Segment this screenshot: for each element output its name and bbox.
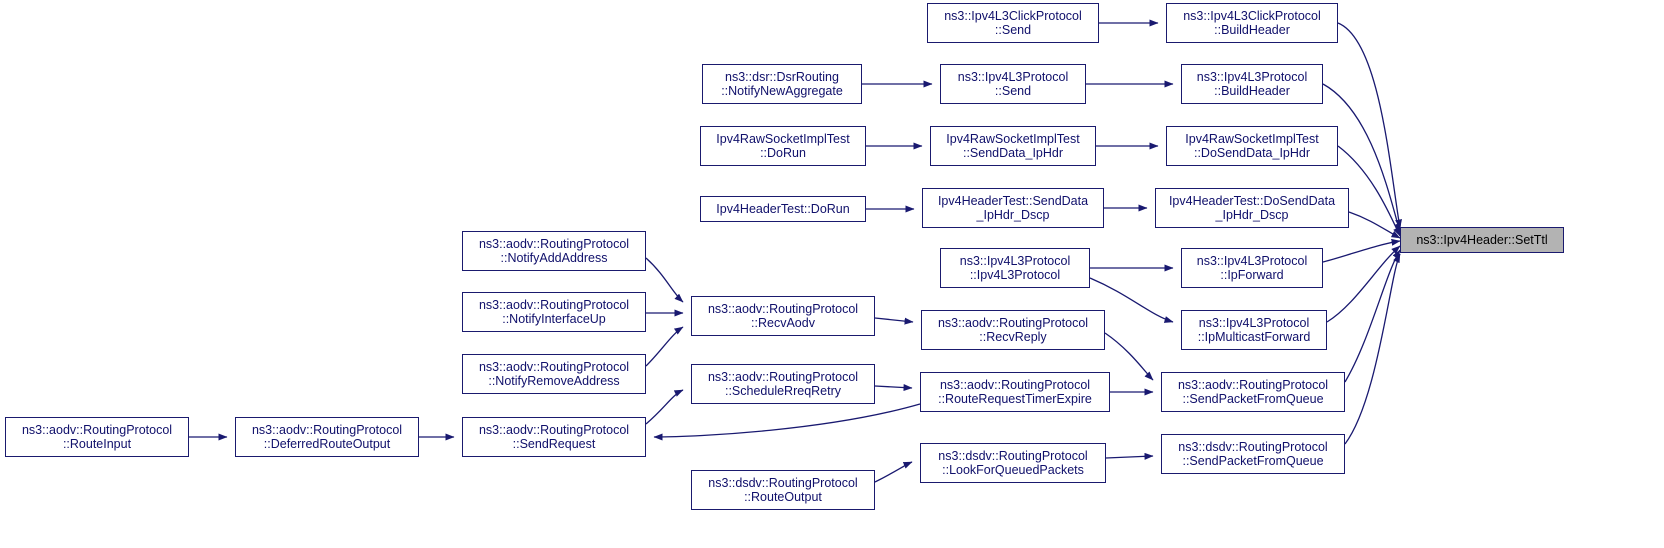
- node-label-line2: ::NotifyNewAggregate: [721, 84, 843, 98]
- node-label-line2: ::DoSendData_IpHdr: [1193, 146, 1311, 160]
- graph-edge: [875, 386, 912, 388]
- node-label-line1: ns3::Ipv4L3Protocol: [1196, 69, 1308, 84]
- node-label-line2: ::Ipv4L3Protocol: [969, 268, 1061, 282]
- graph-edge: [1327, 246, 1400, 322]
- node-label-line2: ::IpMulticastForward: [1197, 330, 1311, 344]
- graph-node[interactable]: [691, 364, 875, 404]
- node-label-line1: ns3::aodv::RoutingProtocol: [478, 359, 630, 374]
- node-label-line2: ::BuildHeader: [1214, 84, 1290, 98]
- node-label-line1: ns3::Ipv4L3ClickProtocol: [944, 8, 1082, 23]
- node-label-line1: Ipv4RawSocketImplTest: [716, 131, 850, 146]
- graph-node[interactable]: [1161, 372, 1345, 412]
- node-label-line2: ::Send: [994, 84, 1032, 98]
- graph-node[interactable]: [702, 64, 862, 104]
- node-label-line1: ns3::Ipv4L3ClickProtocol: [1183, 8, 1321, 23]
- graph-node[interactable]: [700, 126, 866, 166]
- node-label-line2: ::RouteRequestTimerExpire: [938, 392, 1092, 406]
- graph-node[interactable]: [920, 372, 1110, 412]
- graph-node[interactable]: [5, 417, 189, 457]
- node-label-line1: ns3::aodv::RoutingProtocol: [251, 422, 403, 437]
- node-label-line2: ::DoRun: [760, 146, 806, 160]
- graph-node[interactable]: [940, 64, 1086, 104]
- node-label-line1: Ipv4HeaderTest::DoRun: [716, 201, 850, 216]
- graph-node[interactable]: [920, 443, 1106, 483]
- node-label-line1: ns3::dsdv::RoutingProtocol: [708, 475, 858, 490]
- graph-node[interactable]: [462, 292, 646, 332]
- node-label-line1: ns3::aodv::RoutingProtocol: [478, 422, 630, 437]
- graph-edge: [646, 258, 683, 302]
- node-label-line1: ns3::aodv::RoutingProtocol: [1177, 377, 1329, 392]
- node-label-line1: ns3::aodv::RoutingProtocol: [937, 315, 1089, 330]
- graph-node[interactable]: [927, 3, 1099, 43]
- node-label-line1: ns3::dsr::DsrRouting: [725, 69, 839, 84]
- node-label-line2: ::BuildHeader: [1214, 23, 1290, 37]
- node-label-line2: ::SendPacketFromQueue: [1182, 454, 1324, 468]
- graph-node[interactable]: [1400, 227, 1564, 253]
- graph-node[interactable]: [691, 470, 875, 510]
- node-label-line2: ::SendRequest: [512, 437, 596, 451]
- node-label-line2: ::NotifyInterfaceUp: [502, 312, 606, 326]
- node-label-line1: Ipv4RawSocketImplTest: [946, 131, 1080, 146]
- node-label-line2: ::Send: [994, 23, 1032, 37]
- graph-edge: [654, 404, 920, 437]
- node-label-line2: ::IpForward: [1220, 268, 1284, 282]
- node-label-line2: ::RouteOutput: [744, 490, 822, 504]
- graph-edge: [646, 327, 683, 366]
- graph-node[interactable]: [921, 310, 1105, 350]
- node-label-line1: ns3::aodv::RoutingProtocol: [707, 369, 859, 384]
- node-label-line1: ns3::dsdv::RoutingProtocol: [1178, 439, 1328, 454]
- node-label-line2: ::RecvReply: [979, 330, 1047, 344]
- node-label-line2: ::SendPacketFromQueue: [1182, 392, 1324, 406]
- graph-node[interactable]: [691, 296, 875, 336]
- graph-node[interactable]: [462, 417, 646, 457]
- node-label-line1: ns3::aodv::RoutingProtocol: [939, 377, 1091, 392]
- node-label-line1: ns3::Ipv4L3Protocol: [959, 253, 1071, 268]
- node-label-line2: ::NotifyRemoveAddress: [488, 374, 620, 388]
- node-label-line2: ::DeferredRouteOutput: [263, 437, 391, 451]
- graph-edge: [875, 462, 912, 482]
- node-label-line1: ns3::Ipv4L3Protocol: [1198, 315, 1310, 330]
- node-label-line2: ::RecvAodv: [751, 316, 815, 330]
- graph-node[interactable]: [1166, 126, 1338, 166]
- node-label-line2: ::SendData_IpHdr: [962, 146, 1064, 160]
- node-label-line2: _IpHdr_Dscp: [1215, 208, 1289, 222]
- node-label-line2: ::RouteInput: [62, 437, 132, 451]
- graph-edge: [1349, 212, 1400, 238]
- node-label-line1: ns3::aodv::RoutingProtocol: [21, 422, 173, 437]
- graph-edge: [1323, 241, 1400, 262]
- graph-node[interactable]: [1181, 248, 1323, 288]
- node-label-line1: ns3::aodv::RoutingProtocol: [707, 301, 859, 316]
- graph-edge: [1345, 250, 1400, 382]
- node-label-line1: ns3::Ipv4L3Protocol: [1196, 253, 1308, 268]
- graph-node[interactable]: [930, 126, 1096, 166]
- node-label-line2: _IpHdr_Dscp: [976, 208, 1050, 222]
- graph-edge: [1105, 333, 1153, 380]
- graph-edge: [646, 390, 683, 424]
- graph-node[interactable]: [940, 248, 1090, 288]
- graph-edge: [1345, 254, 1400, 444]
- node-label-line1: ns3::aodv::RoutingProtocol: [478, 297, 630, 312]
- graph-node[interactable]: [1161, 434, 1345, 474]
- graph-edge: [875, 318, 913, 322]
- graph-node[interactable]: [700, 196, 866, 222]
- graph-node[interactable]: [1166, 3, 1338, 43]
- graph-node[interactable]: [1155, 188, 1349, 228]
- graph-node[interactable]: [1181, 310, 1327, 350]
- graph-node[interactable]: [235, 417, 419, 457]
- graph-node[interactable]: [1181, 64, 1323, 104]
- node-label-line2: ::NotifyAddAddress: [500, 251, 608, 265]
- node-label-line1: Ipv4RawSocketImplTest: [1185, 131, 1319, 146]
- node-label-line1: ns3::aodv::RoutingProtocol: [478, 236, 630, 251]
- graph-edge: [1106, 456, 1153, 458]
- graph-node[interactable]: [922, 188, 1104, 228]
- node-label-line1: ns3::Ipv4L3Protocol: [957, 69, 1069, 84]
- node-label-line1: Ipv4HeaderTest::SendData: [937, 193, 1089, 208]
- node-label-line2: ::LookForQueuedPackets: [942, 463, 1084, 477]
- graph-node[interactable]: [462, 354, 646, 394]
- node-label-line2: ::ScheduleRreqRetry: [724, 384, 842, 398]
- node-label-line1: Ipv4HeaderTest::DoSendData: [1168, 193, 1336, 208]
- node-label-line1: ns3::dsdv::RoutingProtocol: [938, 448, 1088, 463]
- graph-node[interactable]: [462, 231, 646, 271]
- node-label-line1: ns3::Ipv4Header::SetTtl: [1416, 232, 1548, 247]
